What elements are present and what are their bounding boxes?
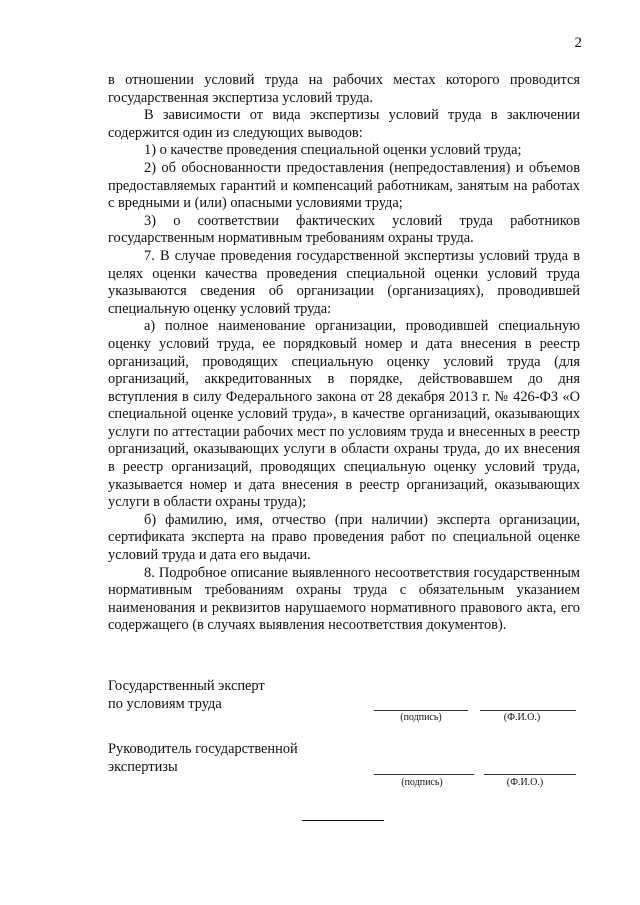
page-number: 2 bbox=[574, 35, 582, 51]
paragraph: 7. В случае проведения государственной экспертизы условий труда в целях оценки качества проведения специальной оценки условий труда указываются сведения об организации (организациях), проводившей специальную оценку условий труда: bbox=[108, 247, 580, 317]
name-line bbox=[480, 710, 576, 711]
paragraph: 8. Подробное описание выявленного несоответствия государственным нормативным требованиям охраны труда с обязательным указанием наименования и реквизитов нарушаемого нормативного правового акта, его содержащего (в случаях выявления несоответствия документов). bbox=[108, 564, 580, 634]
signature-caption: (подпись) bbox=[401, 777, 443, 788]
signature-line bbox=[374, 774, 474, 775]
list-item: 2) об обоснованности предоставления (непредоставления) и объемов предоставляемых гарантий и компенсаций работникам, занятым на работах с вредными и (или) опасными условиями труда; bbox=[108, 159, 580, 212]
signature-title-expert: Государственный эксперт по условиям труда bbox=[108, 678, 265, 712]
list-item: а) полное наименование организации, проводившей специальную оценку условий труда, ее порядковый номер и дата внесения в реестр организаций, проводящих специальную оценку условий труда (для организаций, аккредитованных в порядке, действовавшем до дня вступления в силу Федерального закона от 28 декабря 2013 г. № 426-ФЗ «О специальной оценке условий труда», в качестве организаций, оказывающих услуги по аттестации рабочих мест по условиям труда и внесенных в реестр организаций, оказывающих услуги в области охраны труда, до их внесения в реестр организаций, проводящих специальную оценку условий труда, указывается номер и дата внесения в реестр организаций, оказывающих услуги в области охраны труда); bbox=[108, 318, 580, 511]
signature-line bbox=[374, 710, 468, 711]
list-item: б) фамилию, имя, отчество (при наличии) эксперта организации, сертификата эксперта на право проведения работ по специальной оценке условий труда и дата его выдачи. bbox=[108, 511, 580, 564]
document-body bbox=[108, 72, 580, 635]
name-caption: (Ф.И.О.) bbox=[503, 712, 541, 723]
name-caption: (Ф.И.О.) bbox=[506, 777, 544, 788]
signature-title-head: Руководитель государственной экспертизы bbox=[108, 741, 298, 775]
paragraph: В зависимости от вида экспертизы условий труда в заключении содержится один из следующих выводов: bbox=[108, 107, 580, 141]
signature-caption: (подпись) bbox=[400, 712, 442, 723]
list-item: 3) о соответствии фактических условий труда работников государственным нормативным требованиям охраны труда. bbox=[108, 212, 580, 247]
end-rule bbox=[302, 820, 384, 821]
list-item: 1) о качестве проведения специальной оценки условий труда; bbox=[144, 142, 522, 159]
paragraph: в отношении условий труда на рабочих местах которого проводится государственная экспертиза условий труда. bbox=[108, 72, 580, 106]
name-line bbox=[484, 774, 576, 775]
